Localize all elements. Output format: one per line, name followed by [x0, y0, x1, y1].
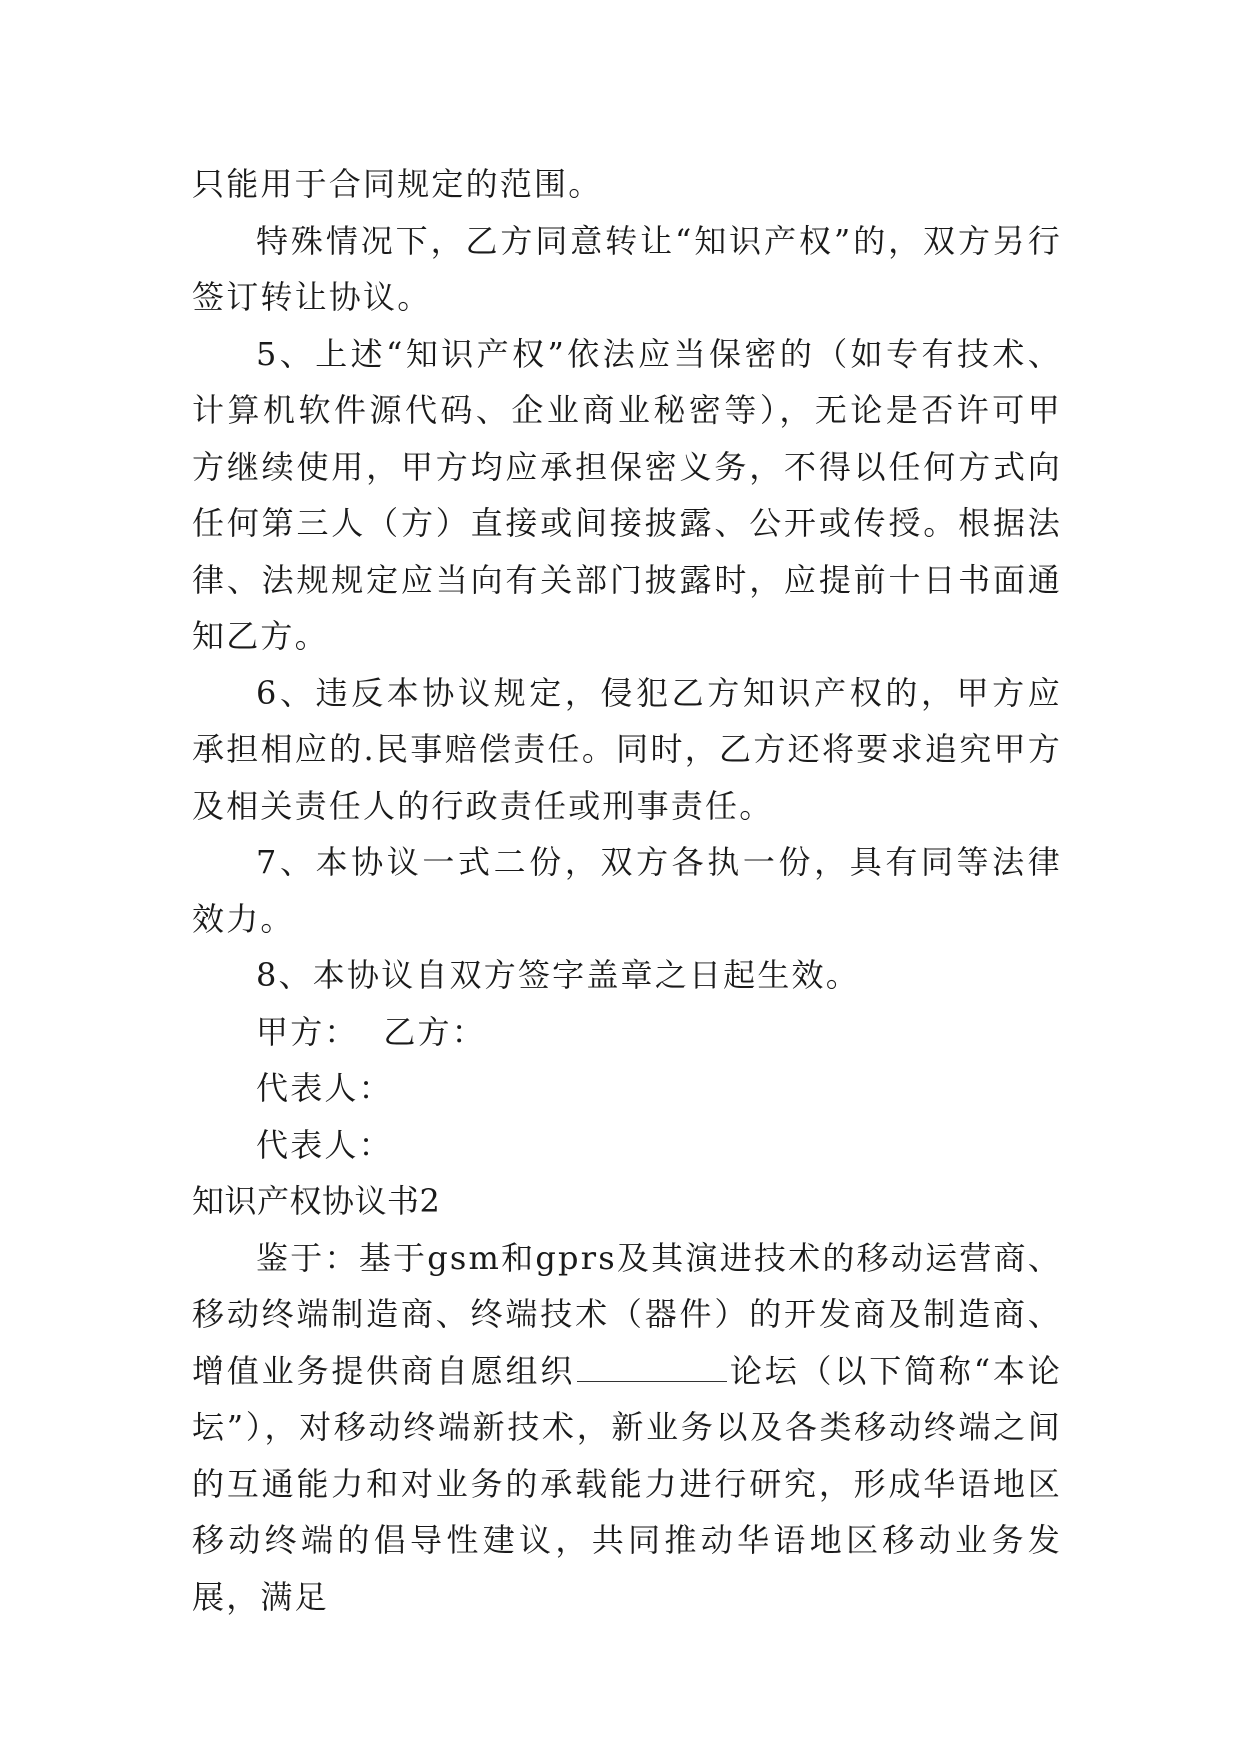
signature-representative-2: 代表人：	[256, 1125, 393, 1164]
whereas-text-end: 论坛（以下简称“本论坛”），对移动终端新技术，新业务以及各类移动终端之间的互通能力和对业务的承载能力进行研究，形成华语地区移动终端的倡导性建议，共同推动华语地区移动业务发展，满足	[192, 1351, 1062, 1616]
section-2-whereas-paragraph	[192, 1230, 1062, 1626]
clause-8-effective: 8、本协议自双方签字盖章之日起生效。	[256, 956, 860, 994]
fill-in-blank-line	[577, 1355, 727, 1382]
signature-representative-1: 代表人：	[256, 1069, 393, 1107]
clause-5-confidentiality: 5、上述“知识产权”依法应当保密的（如专有技术、计算机软件源代码、企业商业秘密等），无论是否许可甲方继续使用，甲方均应承担保密义务，不得以任何方式向任何第三人（方）直接或间接披露、公开或传授。根据法律、法规规定应当向有关部门披露时，应提前十日书面通知乙方。	[192, 334, 1062, 655]
whereas-text-start: 鉴于：基于gsm和gprs及其演进技术的移动运营商、移动终端制造商、终端技术（器件）的开发商及制造商、增值业务提供商自愿组织	[192, 1238, 1062, 1390]
clause-6-liability: 6、违反本协议规定，侵犯乙方知识产权的，甲方应承担相应的.民事赔偿责任。同时，乙方还将要求追究甲方及相关责任人的行政责任或刑事责任。	[192, 673, 1062, 825]
paragraph-scope: 只能用于合同规定的范围。	[192, 165, 603, 203]
paragraph-transfer: 特殊情况下，乙方同意转让“知识产权”的，双方另行签订转让协议。	[192, 221, 1062, 316]
signature-parties: 甲方： 乙方：	[256, 1012, 486, 1051]
document-body	[192, 156, 1062, 1625]
clause-7-copies: 7、本协议一式二份，双方各执一份，具有同等法律效力。	[192, 843, 1062, 938]
section-2-title: 知识产权协议书2	[192, 1182, 441, 1220]
